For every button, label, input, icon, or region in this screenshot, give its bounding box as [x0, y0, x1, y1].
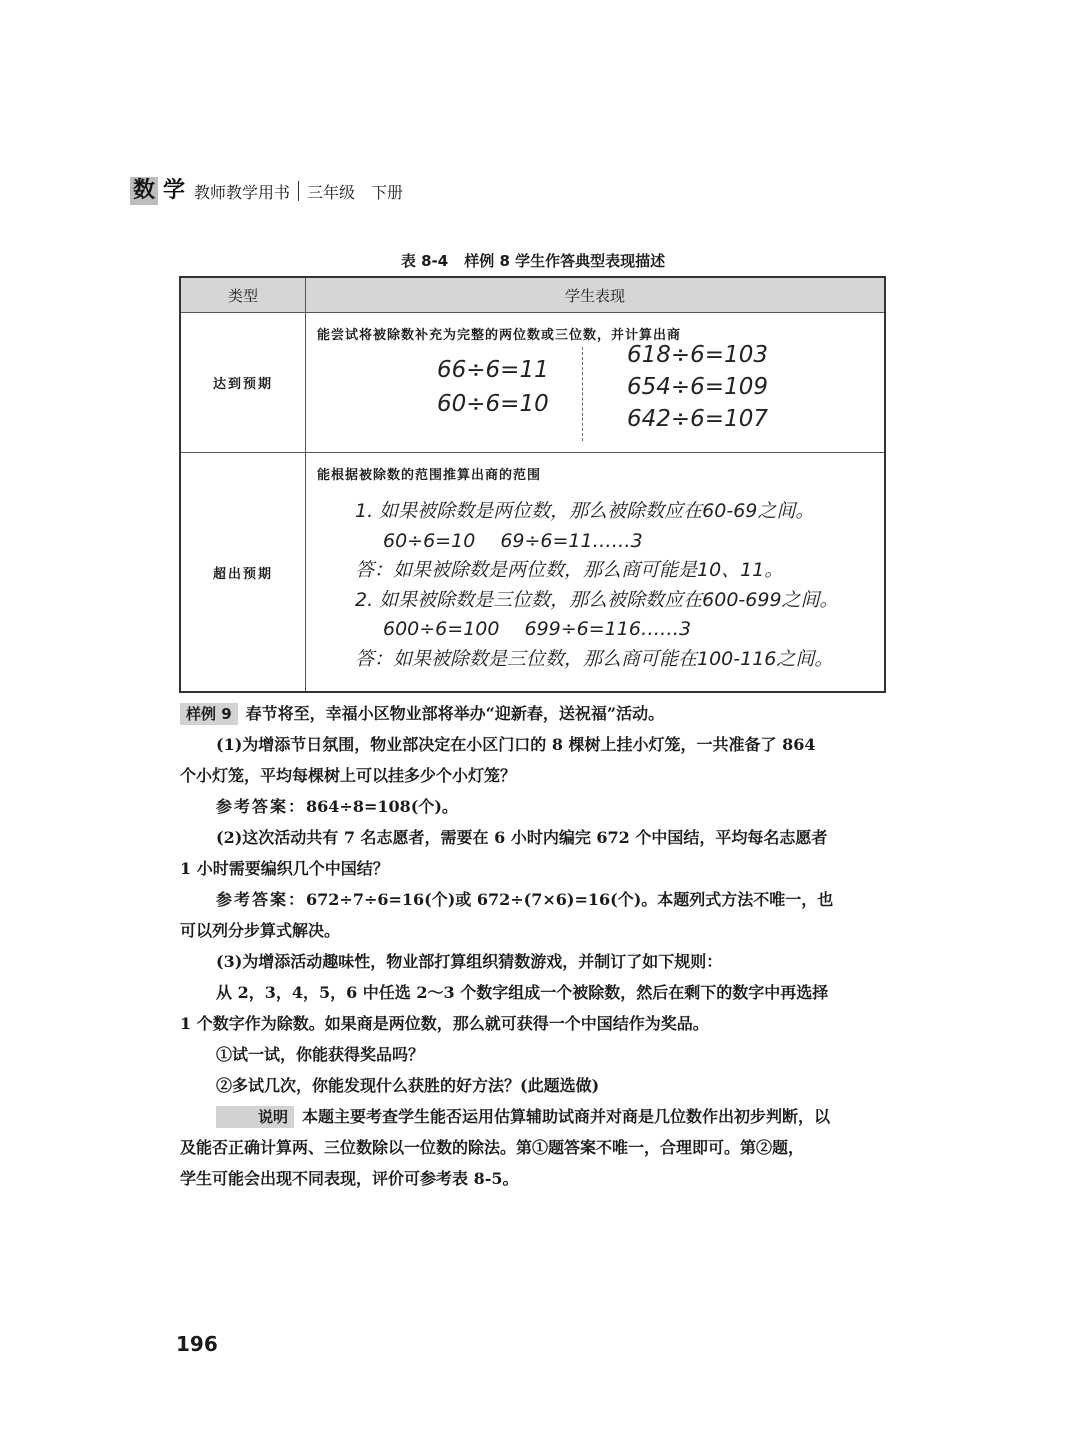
note-line-2: 及能否正确计算两、三位数除以一位数的除法。第①题答案不唯一，合理即可。第②题，	[180, 1138, 805, 1157]
answer-1	[180, 791, 886, 822]
answer-label: 参考答案：	[216, 797, 307, 816]
logo-char-shu: 数	[130, 177, 158, 205]
col-header-type: 类型	[180, 277, 306, 313]
answer-text: 864÷8=108(个)。	[306, 797, 458, 816]
performance-table	[179, 276, 886, 693]
answer-2	[180, 884, 886, 915]
rule-line-1: 从 2，3，4，5，6 中任选 2～3 个数字组成一个被除数，然后在剩下的数字中再选择	[216, 983, 829, 1002]
row-type-exceeds: 超出预期	[180, 453, 306, 693]
table-title: 样例 8 学生作答典型表现描述	[464, 252, 666, 270]
note-line-3: 学生可能会出现不同表现，评价可参考表 8-5。	[180, 1169, 519, 1188]
question-1-line-1: (1)为增添节日氛围，物业部决定在小区门口的 8 棵树上挂小灯笼，一共准备了 864	[216, 735, 816, 754]
row-perf-meets	[306, 313, 886, 453]
answer-text: 672÷7÷6=16(个)或 672÷(7×6)=16(个)。本题列式方法不唯一，也	[306, 890, 834, 909]
handwritten-line: 答：如果被除数是三位数，那么商可能在100-116之间。	[355, 647, 834, 670]
three-digit-equations	[627, 339, 768, 435]
table-row	[180, 453, 885, 693]
handwritten-equation: 642÷6=107	[627, 406, 768, 432]
two-digit-equations	[437, 353, 549, 421]
handwritten-work	[307, 343, 883, 451]
answer-2-cont: 可以列分步算式解决。	[180, 921, 341, 940]
question-1-line-2: 个小灯笼，平均每棵树上可以挂多少个小灯笼？	[180, 766, 517, 785]
main-content	[180, 698, 886, 1194]
table-row	[180, 313, 885, 453]
handwritten-line: 1. 如果被除数是两位数，那么被除数应在60-69之间。	[355, 500, 815, 522]
table-header-row	[180, 277, 885, 313]
row-description: 能根据被除数的范围推算出商的范围	[317, 468, 542, 483]
handwritten-line: 60÷6=10 69÷6=11……3	[383, 529, 643, 552]
handwritten-line: 2. 如果被除数是三位数，那么被除数应在600-699之间。	[355, 588, 839, 611]
answer-label: 参考答案：	[216, 890, 307, 909]
grade-label: 三年级 下册	[307, 182, 404, 202]
dashed-divider	[582, 347, 583, 441]
row-description: 能尝试将被除数补充为完整的两位数或三位数，并计算出商	[317, 328, 682, 343]
question-2-line-2: 1 小时需要编织几个中国结？	[180, 859, 389, 878]
running-header	[130, 176, 403, 206]
sub-question-1: ①试一试，你能获得奖品吗？	[216, 1045, 425, 1064]
row-perf-exceeds	[306, 453, 886, 693]
example-tag: 样例 9	[180, 703, 238, 725]
rule-line-2: 1 个数字作为除数。如果商是两位数，那么就可获得一个中国结作为奖品。	[180, 1014, 709, 1033]
question-2-line-1: (2)这次活动共有 7 名志愿者，需要在 6 小时内编完 672 个中国结，平均每名志愿者	[216, 828, 828, 847]
handwritten-equation: 60÷6=10	[437, 391, 549, 417]
example-heading	[180, 698, 886, 729]
handwritten-line: 600÷6=100 699÷6=116……3	[383, 618, 692, 640]
example-intro: 春节将至，幸福小区物业部将举办“迎新春，送祝福”活动。	[245, 704, 665, 723]
handwritten-work	[307, 483, 883, 690]
book-title: 教师教学用书	[194, 182, 291, 202]
logo-char-xue: 学	[163, 178, 186, 203]
table-number: 表 8-4	[400, 252, 449, 270]
note-text: 本题主要考查学生能否运用估算辅助试商并对商是几位数作出初步判断，以	[302, 1107, 831, 1126]
series-logo	[130, 177, 188, 205]
table-caption	[180, 250, 886, 271]
note-tag: 说明	[216, 1106, 294, 1128]
note-paragraph	[180, 1101, 886, 1132]
question-3: (3)为增添活动趣味性，物业部打算组织猜数游戏，并制订了如下规则：	[216, 952, 723, 971]
handwritten-equation: 618÷6=103	[627, 342, 768, 368]
sub-question-2: ②多试几次，你能发现什么获胜的好方法？(此题选做)	[216, 1076, 600, 1095]
handwritten-line: 答：如果被除数是两位数，那么商可能是10、11。	[355, 559, 784, 581]
col-header-performance: 学生表现	[306, 277, 886, 313]
handwritten-equation: 66÷6=11	[437, 357, 549, 383]
handwritten-equation: 654÷6=109	[627, 374, 768, 400]
header-divider	[298, 181, 299, 201]
page-number: 196	[176, 1332, 218, 1356]
row-type-meets: 达到预期	[180, 313, 306, 453]
